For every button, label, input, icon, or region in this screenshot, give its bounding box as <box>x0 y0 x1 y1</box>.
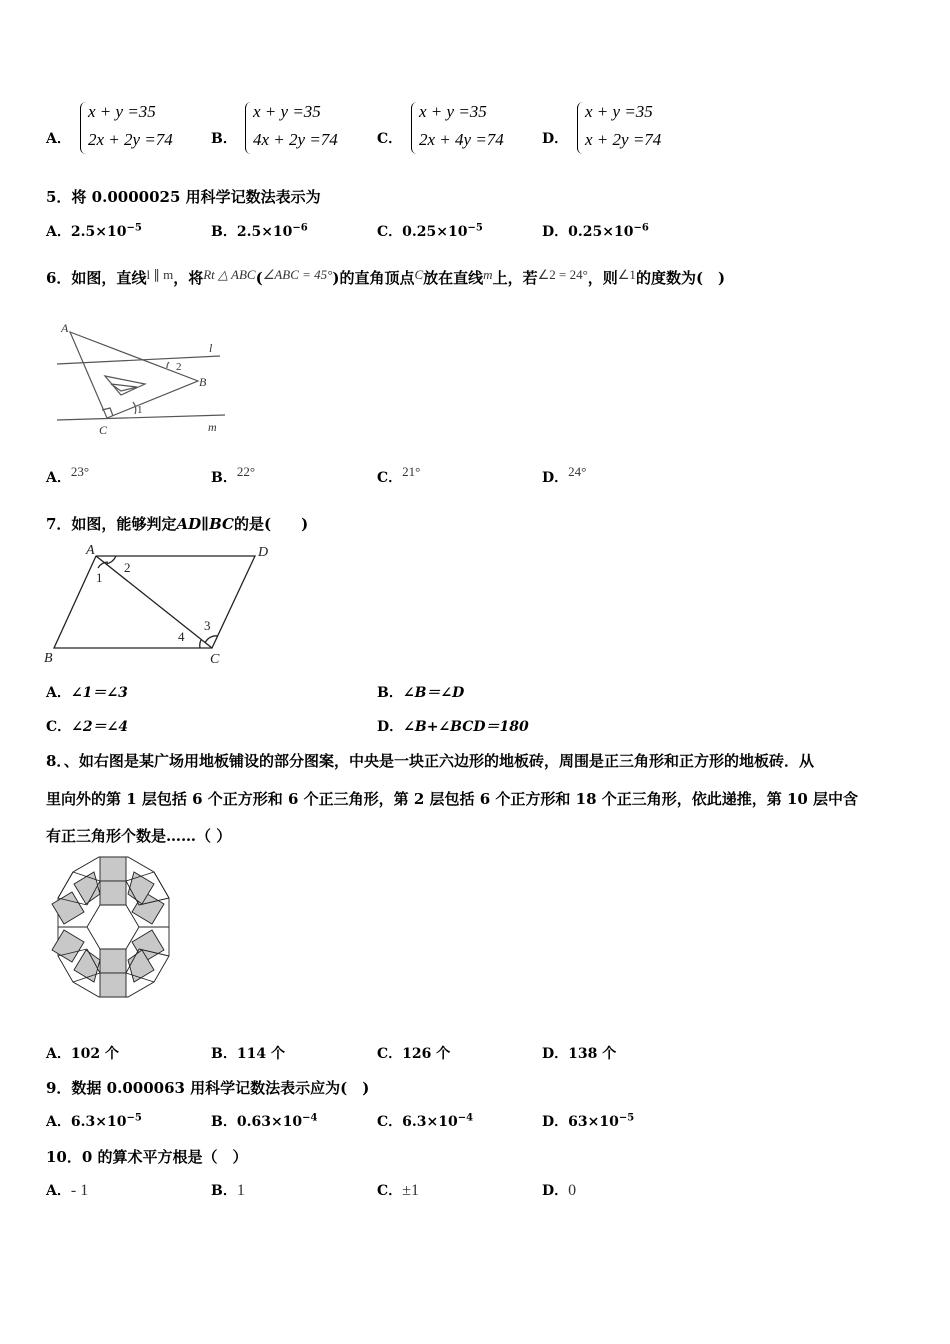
q6-option-b: B．22° <box>211 464 256 486</box>
equation: x + y =35 <box>585 102 653 121</box>
q10-option-b: B．1 <box>211 1182 245 1199</box>
equation: x + y =35 <box>253 102 321 121</box>
label-3: 3 <box>204 618 211 633</box>
equation: 2x + 2y =74 <box>88 130 173 149</box>
q7-stem: 7．如图，能够判定AD∥BC的是( ) <box>46 515 309 533</box>
angle-4-arc <box>200 640 201 648</box>
right-angle-mark <box>102 408 113 416</box>
q7-option-c: C．∠2＝∠4 <box>46 719 129 735</box>
equation: x + 2y =74 <box>585 130 662 149</box>
angle-2-arc <box>106 556 116 564</box>
q10-option-d: D．0 <box>542 1182 577 1199</box>
label-l: l <box>209 341 213 355</box>
q4-option-d-system <box>585 98 661 154</box>
label-4: 4 <box>178 629 185 644</box>
q5-option-c: C．$0.25\times 10^{-5}$ <box>377 222 483 240</box>
q6-option-a: A．23° <box>46 464 90 486</box>
equation: 2x + 4y =74 <box>419 130 504 149</box>
q4-option-b-brace <box>245 102 252 154</box>
q6-option-c: C．21° <box>377 464 421 486</box>
q5-option-b: B．$2.5\times 10^{-6}$ <box>211 222 308 240</box>
label-d: D <box>258 545 269 560</box>
angle-1-arc <box>133 402 136 414</box>
q6-stem: 6．如图，直线l ∥ m，将Rt △ ABC(∠ABC = 45°)的直角顶点C放在直线m上，若∠2 = 24°，则∠1的度数为( ) <box>46 267 726 287</box>
q4-option-d-label: D． <box>542 131 569 147</box>
q7-option-a: A．∠1＝∠3 <box>46 685 128 701</box>
q8-option-d: D．138 个 <box>542 1046 617 1062</box>
label-1: 1 <box>137 404 143 416</box>
q8-tiling-figure <box>44 856 184 998</box>
q4-option-b-label: B． <box>211 131 237 147</box>
q8-stem-line-1: 8．、如右图是某广场用地板铺设的部分图案，中央是一块正六边形的地板砖，周围是正三角形和正方形的地板砖．从 <box>46 752 814 770</box>
label-c: C <box>210 652 220 667</box>
label-m: m <box>208 420 217 434</box>
q4-option-c-label: C． <box>377 131 403 147</box>
square-tile <box>100 857 126 881</box>
q9-option-c: C．$6.3\times 10^{-4}$ <box>377 1112 474 1130</box>
q9-option-b: B．$0.63\times 10^{-4}$ <box>211 1112 318 1130</box>
q4-option-c-system <box>419 98 504 154</box>
q4-option-d-brace <box>577 102 584 154</box>
q7-option-d: D．∠B+∠BCD＝180 <box>377 719 529 735</box>
q7-option-b: B．∠B＝∠D <box>377 685 465 701</box>
square-tile <box>100 881 126 905</box>
equation: x + y =35 <box>419 102 487 121</box>
label-2: 2 <box>176 361 182 373</box>
label-b: B <box>199 375 207 389</box>
q8-stem-line-3: 有正三角形个数是……（ ） <box>46 827 232 845</box>
q8-option-a: A．102 个 <box>46 1046 119 1062</box>
q6-figure <box>55 318 235 440</box>
q4-option-c-brace <box>411 102 418 154</box>
label-2: 2 <box>124 560 131 575</box>
equation: x + y =35 <box>88 102 156 121</box>
q5-option-a: A．$2.5\times 10^{-5}$ <box>46 222 142 240</box>
q8-stem-line-2: 里向外的第 1 层包括 6 个正方形和 6 个正三角形，第 2 层包括 6 个正方形和 18 个正三角形，依此递推，第 10 层中含 <box>46 790 859 808</box>
q9-option-d: D．$63\times 10^{-5}$ <box>542 1112 635 1130</box>
label-b: B <box>44 651 53 666</box>
q4-option-a-system <box>88 98 173 154</box>
q9-stem: 9．数据 0.000063 用科学记数法表示应为( ) <box>46 1079 370 1097</box>
q6-option-d: D．24° <box>542 464 587 486</box>
angle-2-arc <box>167 362 169 368</box>
q7-figure <box>40 540 280 668</box>
triangle-abc <box>70 332 198 418</box>
q10-option-a: A．- 1 <box>46 1182 89 1199</box>
q10-option-c: C．±1 <box>377 1182 419 1199</box>
q5-option-d: D．$0.25\times 10^{-6}$ <box>542 222 649 240</box>
q10-stem: 10．0 的算术平方根是（ ） <box>46 1148 248 1166</box>
q8-option-b: B．114 个 <box>211 1046 285 1062</box>
q4-option-b-system <box>253 98 338 154</box>
label-a: A <box>61 321 69 335</box>
q4-option-a-brace <box>80 102 87 154</box>
q8-option-c: C．126 个 <box>377 1046 451 1062</box>
square-tile <box>100 949 126 973</box>
q4-option-a-label: A． <box>46 131 71 147</box>
q9-option-a: A．$6.3\times 10^{-5}$ <box>46 1112 142 1130</box>
diagonal-ac <box>96 556 212 648</box>
square-tile <box>100 973 126 997</box>
label-a: A <box>86 543 95 558</box>
label-1: 1 <box>96 570 103 585</box>
equation: 4x + 2y =74 <box>253 130 338 149</box>
label-c: C <box>99 423 108 437</box>
q5-stem: 5．将 0.0000025 用科学记数法表示为 <box>46 188 321 206</box>
